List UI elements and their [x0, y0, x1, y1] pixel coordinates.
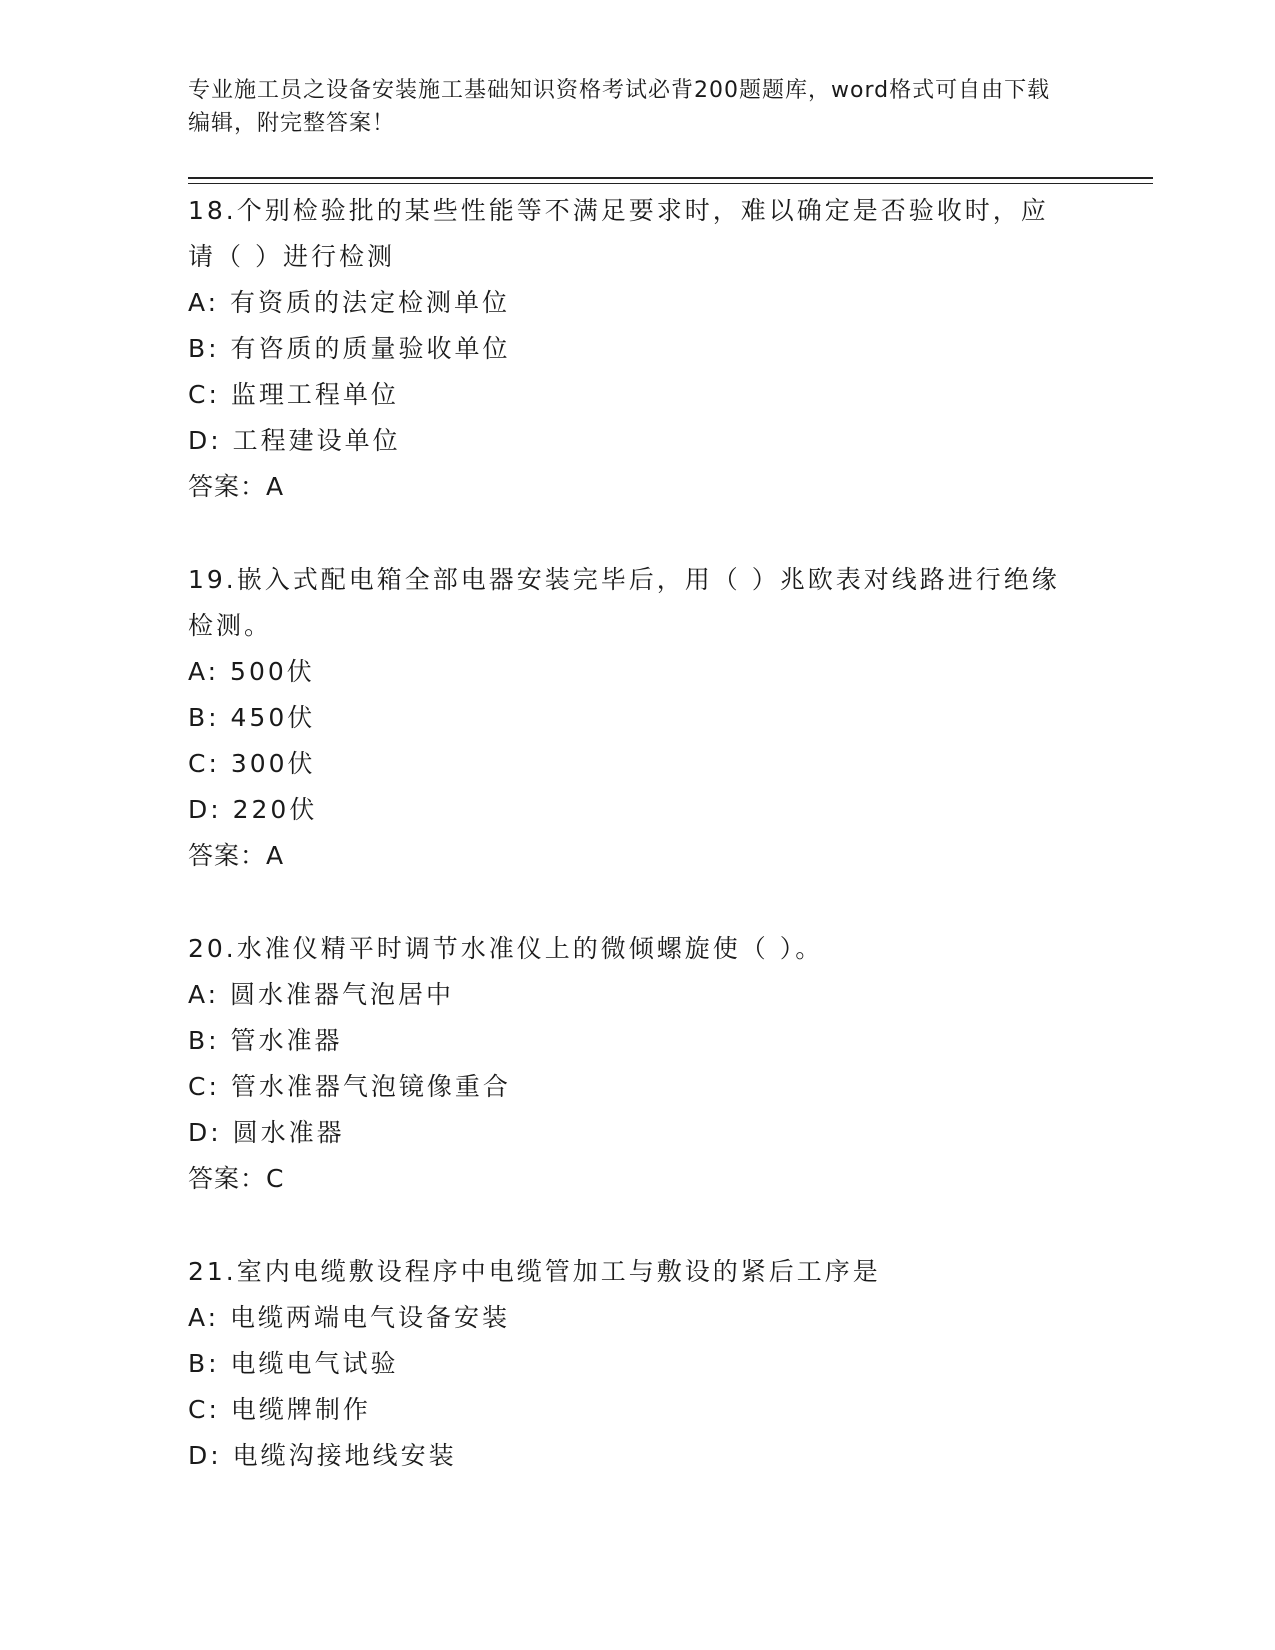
option-c: C: 监理工程单位: [188, 380, 399, 409]
option-d: D: 工程建设单位: [188, 426, 401, 455]
question-stem: 19.嵌入式配电箱全部电器安装完毕后，用（ ）兆欧表对线路进行绝缘检测。: [188, 565, 1060, 640]
option-d: D: 圆水准器: [188, 1118, 345, 1147]
question-list: [188, 188, 1068, 1526]
answer: 答案：A: [188, 472, 285, 501]
option-c: C: 300伏: [188, 749, 316, 778]
option-a: A: 电缆两端电气设备安装: [188, 1303, 511, 1332]
option-d: D: 电缆沟接地线安装: [188, 1441, 457, 1470]
question-21: [188, 1249, 1068, 1479]
question-stem: 20.水准仪精平时调节水准仪上的微倾螺旋使（ ）。: [188, 934, 824, 963]
question-19: [188, 557, 1068, 879]
question-stem: 21.室内电缆敷设程序中电缆管加工与敷设的紧后工序是: [188, 1257, 881, 1286]
option-b: B: 450伏: [188, 703, 316, 732]
option-c: C: 电缆牌制作: [188, 1395, 371, 1424]
option-b: B: 电缆电气试验: [188, 1349, 399, 1378]
option-a: A: 有资质的法定检测单位: [188, 288, 511, 317]
answer: 答案：C: [188, 1164, 285, 1193]
question-20: [188, 926, 1068, 1202]
question-stem: 18.个别检验批的某些性能等不满足要求时，难以确定是否验收时，应请（ ）进行检测: [188, 196, 1049, 271]
option-d: D: 220伏: [188, 795, 318, 824]
option-c: C: 管水准器气泡镜像重合: [188, 1072, 511, 1101]
option-a: A: 圆水准器气泡居中: [188, 980, 455, 1009]
option-b: B: 有咨质的质量验收单位: [188, 334, 511, 363]
header-divider-thin: [188, 183, 1153, 184]
document-header: 专业施工员之设备安装施工基础知识资格考试必背200题题库，word格式可自由下载编辑，附完整答案！: [188, 78, 1051, 136]
option-a: A: 500伏: [188, 657, 315, 686]
question-18: [188, 188, 1068, 510]
header-divider-thick: [188, 177, 1153, 179]
option-b: B: 管水准器: [188, 1026, 343, 1055]
answer: 答案：A: [188, 841, 285, 870]
